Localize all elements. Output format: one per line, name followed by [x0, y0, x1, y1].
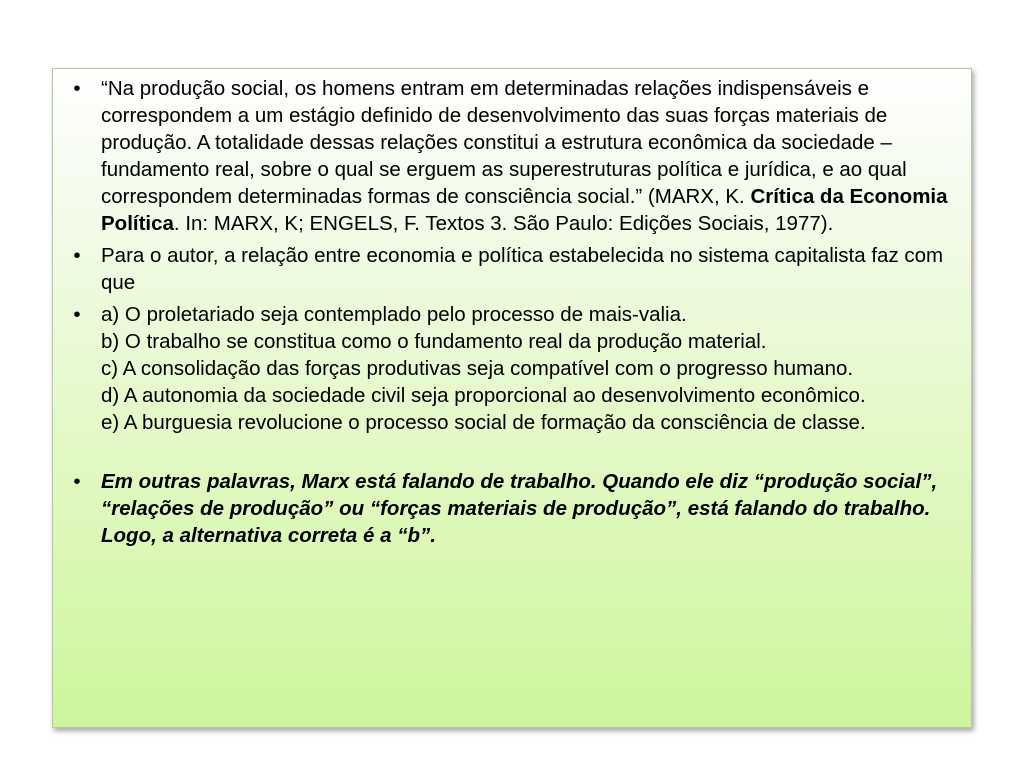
- bullet-dot-icon: •: [73, 470, 81, 493]
- book-title: Crítica da Economia Política: [101, 185, 948, 235]
- answer-text: Em outras palavras, Marx está falando de trabalho. Quando ele diz “produção social”, “relações de produção” ou “forças materiais de produção”, está falando do trabalho. Logo, a alternativa correta é a “b”.: [101, 470, 938, 547]
- option-a: a) O proletariado seja contemplado pelo processo de mais-valia.: [101, 303, 687, 326]
- option-d: d) A autonomia da sociedade civil seja proporcional ao desenvolvimento econômico.: [101, 384, 866, 407]
- bullet-dot-icon: •: [73, 303, 81, 326]
- bullet-dot-icon: •: [73, 77, 81, 100]
- option-c: c) A consolidação das forças produtivas seja compatível com o progresso humano.: [101, 357, 854, 380]
- option-e: e) A burguesia revolucione o processo social de formação da consciência de classe.: [101, 411, 866, 434]
- quote-text: “Na produção social, os homens entram em determinadas relações indispensáveis e correspondem a um estágio definido de desenvolvimento das suas forças materiais de produção. A totalidade dessas relações constitui a estrutura econômica da sociedade – fundamento real, sobre o qual se erguem as superestruturas política e jurídica, e ao qual correspondem determinadas formas de consciência social.” (MARX, K.: [101, 77, 907, 208]
- bullet-dot-icon: •: [73, 244, 81, 267]
- bullet-list: [67, 75, 951, 549]
- bullet-answer: [67, 468, 951, 549]
- bullet-options: [67, 301, 951, 436]
- quote-citation: . In: MARX, K; ENGELS, F. Textos 3. São Paulo: Edições Sociais, 1977).: [173, 212, 834, 235]
- bullet-quote: [67, 75, 951, 237]
- option-b: b) O trabalho se constitua como o fundamento real da produção material.: [101, 330, 767, 353]
- question-text: Para o autor, a relação entre economia e política estabelecida no sistema capitalista faz com que: [101, 244, 944, 294]
- bullet-question: [67, 242, 951, 296]
- content-box: [52, 68, 972, 728]
